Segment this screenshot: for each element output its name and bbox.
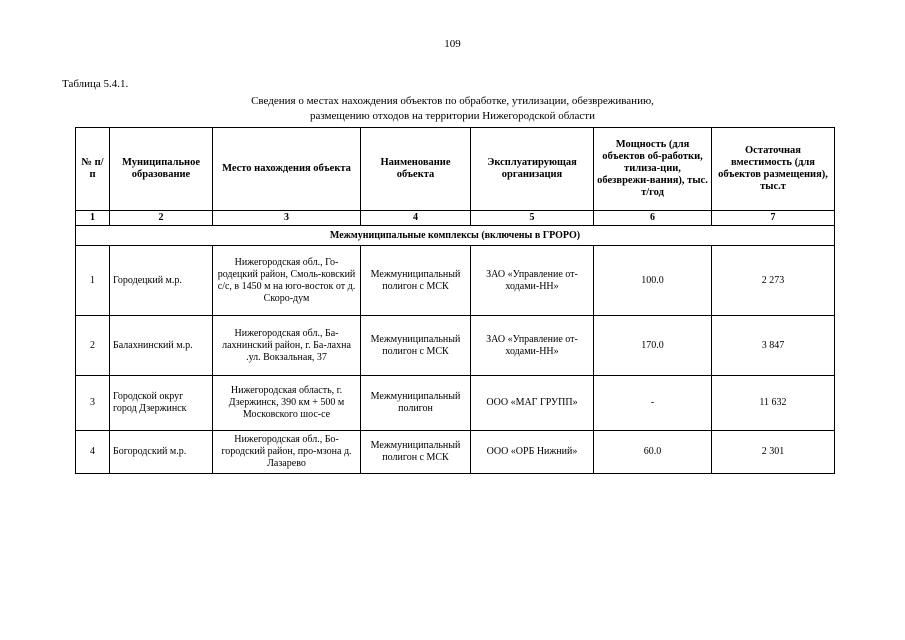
cell-location: Нижегородская обл., Бо-городский район, про-мзона д. Лазарево	[213, 431, 361, 474]
page-number: 109	[444, 38, 461, 50]
column-number: 1	[76, 211, 110, 226]
cell-location: Нижегородская обл., Ба-лахнинский район, г. Ба-лахна .ул. Вокзальная, 37	[213, 316, 361, 376]
column-number-row	[76, 211, 835, 226]
section-row	[76, 226, 835, 246]
header-municipality: Муниципальное образование	[110, 128, 213, 211]
cell-municipality: Балахнинский м.р.	[110, 316, 213, 376]
table-row	[76, 376, 835, 431]
cell-capacity: 100.0	[594, 246, 712, 316]
cell-remaining: 11 632	[712, 376, 835, 431]
column-number: 5	[471, 211, 594, 226]
cell-object-name: Межмуниципальный полигон с МСК	[361, 431, 471, 474]
cell-operator: ООО «ОРБ Нижний»	[471, 431, 594, 474]
cell-operator: ЗАО «Управление от-ходами-НН»	[471, 246, 594, 316]
cell-capacity: 170.0	[594, 316, 712, 376]
cell-num: 4	[76, 431, 110, 474]
header-operator: Эксплуатирующая организация	[471, 128, 594, 211]
cell-location: Нижегородская область, г. Дзержинск, 390 км + 500 м Московского шос-се	[213, 376, 361, 431]
cell-capacity: 60.0	[594, 431, 712, 474]
header-object-name: Наименование объекта	[361, 128, 471, 211]
cell-remaining: 2 301	[712, 431, 835, 474]
cell-municipality: Городской округ город Дзержинск	[110, 376, 213, 431]
cell-object-name: Межмуниципальный полигон с МСК	[361, 246, 471, 316]
cell-location: Нижегородская обл., Го-родецкий район, Смоль-ковский с/с, в 1450 м на юго-восток от д. Скоро-дум	[213, 246, 361, 316]
table-caption	[0, 94, 905, 124]
table-label: Таблица 5.4.1.	[62, 78, 129, 90]
cell-operator: ЗАО «Управление от-ходами-НН»	[471, 316, 594, 376]
section-title: Межмуниципальные комплексы (включены в ГРОРО)	[76, 226, 835, 246]
header-row	[76, 128, 835, 211]
table-row	[76, 431, 835, 474]
header-location: Место нахождения объекта	[213, 128, 361, 211]
header-remaining-capacity: Остаточная вместимость (для объектов размещения), тыс.т	[712, 128, 835, 211]
cell-object-name: Межмуниципальный полигон с МСК	[361, 316, 471, 376]
column-number: 3	[213, 211, 361, 226]
table-row	[76, 246, 835, 316]
column-number: 6	[594, 211, 712, 226]
cell-num: 1	[76, 246, 110, 316]
cell-remaining: 2 273	[712, 246, 835, 316]
header-num: № п/п	[76, 128, 110, 211]
cell-remaining: 3 847	[712, 316, 835, 376]
cell-num: 2	[76, 316, 110, 376]
column-number: 7	[712, 211, 835, 226]
cell-capacity: -	[594, 376, 712, 431]
column-number: 2	[110, 211, 213, 226]
cell-num: 3	[76, 376, 110, 431]
cell-municipality: Богородский м.р.	[110, 431, 213, 474]
table-row	[76, 316, 835, 376]
cell-municipality: Городецкий м.р.	[110, 246, 213, 316]
cell-operator: ООО «МАГ ГРУПП»	[471, 376, 594, 431]
header-capacity: Мощность (для объектов об-работки, тилиза-ции, обезврежи-вания), тыс. т/год	[594, 128, 712, 211]
cell-object-name: Межмуниципальный полигон	[361, 376, 471, 431]
caption-line-2: размещению отходов на территории Нижегородской области	[309, 110, 596, 122]
column-number: 4	[361, 211, 471, 226]
waste-objects-table	[75, 127, 835, 474]
caption-line-1: Сведения о местах нахождения объектов по обработке, утилизации, обезвреживанию,	[251, 95, 654, 107]
